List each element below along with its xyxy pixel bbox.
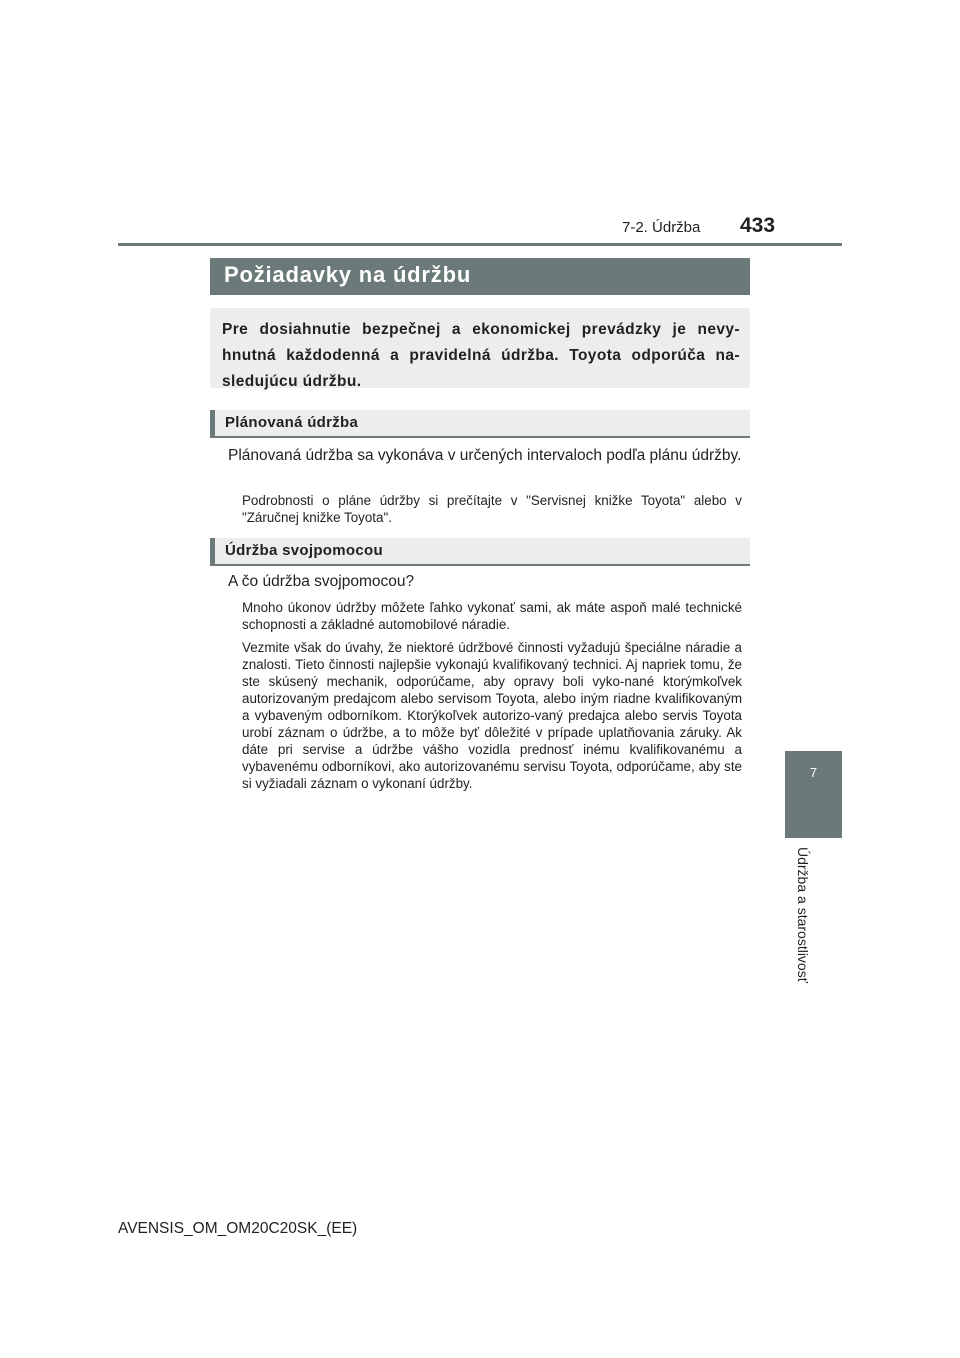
heading-accent-bar <box>210 410 215 438</box>
heading-accent-bar <box>210 538 215 566</box>
main-heading: Požiadavky na údržbu <box>224 262 472 287</box>
header-divider <box>118 243 842 246</box>
main-heading-box <box>210 258 750 295</box>
section-heading-diy <box>210 538 750 566</box>
section-body-text: Plánovaná údržba sa vykonáva v určených intervaloch podľa plánu údržby. <box>228 447 742 464</box>
intro-box <box>210 308 750 388</box>
document-code: AVENSIS_OM_OM20C20SK_(EE) <box>118 1220 358 1237</box>
section-reference: 7-2. Údržba <box>622 219 701 236</box>
chapter-number: 7 <box>809 765 818 780</box>
page-number: 433 <box>740 214 776 237</box>
chapter-tab <box>785 751 842 838</box>
intro-text: Pre dosiahnutie bezpečnej a ekonomickej prevádzky je nevy-hnutná každodenná a pravidelná údržba. Toyota odporúča na-sledujúcu údržbu. <box>222 321 740 390</box>
section-heading-label: Údržba svojpomocou <box>225 542 383 559</box>
section-heading-scheduled <box>210 410 750 438</box>
section-note: Podrobnosti o pláne údržby si prečítajte v "Servisnej knižke Toyota" alebo v "Záručnej knižke Toyota". <box>242 493 742 525</box>
section-note: Vezmite však do úvahy, že niektoré údržbové činnosti vyžadujú špeciálne náradie a znalosti. Tieto činnosti najlepšie vykonajú kvalifikovaný technici. Aj napriek tomu, že ste skúsený mechanik, odporúčame, aby opravy boli vyko-nané ktorýmkoľvek autorizovaným predajcom alebo servisom Toyota, alebo iným riadne kvalifikovaným a vybaveným odborníkom. Ktorýkoľvek autorizo-vaný predajca alebo servis Toyota urobí záznam o údržbe, a to môže byť dôležité v prípade uplatňovania záruky. Ak dáte pri servise a údržbe vášho vozidla prednosť inému kvalifikovanému a vybavenému odborníkovi, ako autorizovanému servisu Toyota, odporúčame, aby ste si vyžiadali záznam o vykonaní údržby. <box>242 640 742 791</box>
section-note: Mnoho úkonov údržby môžete ľahko vykonať sami, ak máte aspoň malé technické schopnosti a základné automobilové náradie. <box>242 600 742 632</box>
chapter-title: Údržba a starostlivosť <box>795 847 811 983</box>
section-heading-label: Plánovaná údržba <box>225 414 359 431</box>
section-body-text: A čo údržba svojpomocou? <box>228 573 415 590</box>
